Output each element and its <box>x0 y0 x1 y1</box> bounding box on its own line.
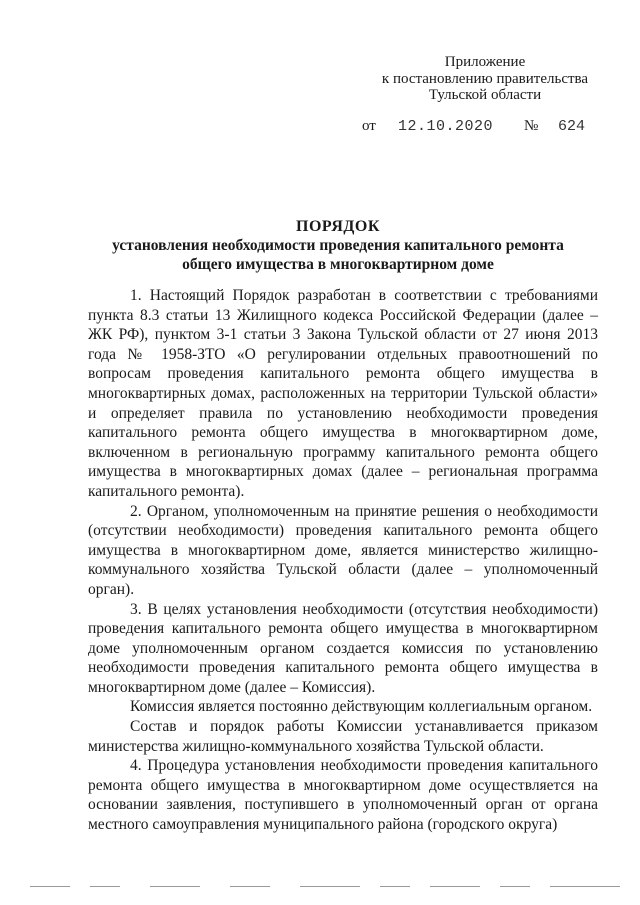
appendix-line-3: Тульской области <box>428 87 542 103</box>
document-title <box>88 217 588 274</box>
title-subtitle-line-1: установления необходимости проведения капитального ремонта <box>112 237 564 254</box>
paragraph-5: Состав и порядок работы Комиссии устанавливается приказом министерства жилищно-коммунального хозяйства Тульской области. <box>88 718 598 755</box>
date-label: от <box>362 118 376 134</box>
document-body <box>88 286 598 835</box>
paragraph-1: 1. Настоящий Порядок разработан в соответствии с требованиями пункта 8.3 статьи 13 Жилищного кодекса Российской Федерации (далее – ЖК РФ), пунктом 3-1 статьи 3 Закона Тульской области от 27 июня 2013 года № 1958-ЗТО «О регулировании отдельных правоотношений по вопросам проведения капитального ремонта общего имущества в многоквартирных домах, расположенных на территории Тульской области» и определяет правила по установлению необходимости проведения капитального ремонта общего имущества в многоквартирном доме, включенном в региональную программу капитального ремонта общего имущества в многоквартирных домах (далее – региональная программа капитального ремонта). <box>88 287 598 500</box>
appendix-line-1: Приложение <box>444 54 526 70</box>
number-label: № <box>524 118 539 134</box>
scan-footer-marks <box>30 882 620 892</box>
title-main: ПОРЯДОК <box>296 218 380 235</box>
appendix-line-2: к постановлению правительства <box>381 70 589 87</box>
paragraph-4: Комиссия является постоянно действующим коллегиальным органом. <box>130 698 593 716</box>
title-subtitle-line-2: общего имущества в многоквартирном доме <box>182 256 494 273</box>
paragraph-2: 2. Органом, уполномоченным на принятие решения о необходимости (отсутствии необходимости) проведения капитального ремонта общего имущества в многоквартирном доме, является министерство жилищно-коммунального хозяйства Тульской области (далее – уполномоченный орган). <box>88 502 598 598</box>
paragraph-3: 3. В целях установления необходимости (отсутствия необходимости) проведения капитального ремонта общего имущества в многоквартирном доме уполномоченным органом создается комиссия по установлению необходимости проведения капитального ремонта общего имущества в многоквартирном доме (далее – Комиссия). <box>88 600 598 696</box>
decree-date: 12.10.2020 <box>398 118 494 135</box>
paragraph-6: 4. Процедура установления необходимости проведения капитального ремонта общего имущества в многоквартирном доме осуществляется на основании заявления, поступившего в уполномоченный орган от органа местного самоуправления муниципального района (городского округа) <box>88 757 598 834</box>
decree-number: 624 <box>558 118 586 135</box>
appendix-header <box>370 54 600 104</box>
